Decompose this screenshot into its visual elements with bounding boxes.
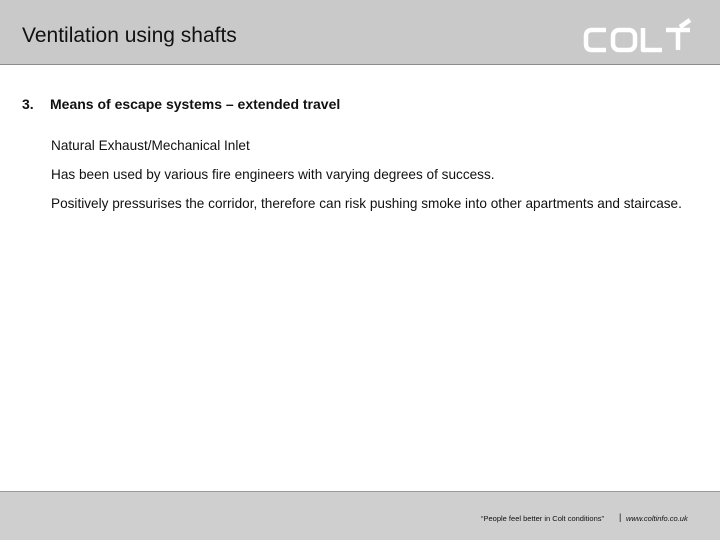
- section-heading: Means of escape systems – extended travel: [50, 96, 341, 112]
- slide-header: [0, 0, 720, 65]
- body-paragraph: Positively pressurises the corridor, therefore can risk pushing smoke into other apartments and staircase.: [51, 196, 682, 211]
- slide-title: Ventilation using shafts: [22, 24, 237, 47]
- footer-website-link[interactable]: www.coltinfo.co.uk: [626, 514, 688, 523]
- slide-footer: [0, 491, 720, 540]
- colt-logo: [582, 18, 700, 56]
- body-paragraph: Natural Exhaust/Mechanical Inlet: [51, 138, 250, 153]
- section-number: 3.: [22, 96, 34, 112]
- footer-tagline: “People feel better in Colt conditions”: [481, 514, 604, 523]
- footer-divider: |: [619, 512, 622, 522]
- body-paragraph: Has been used by various fire engineers with varying degrees of success.: [51, 167, 495, 182]
